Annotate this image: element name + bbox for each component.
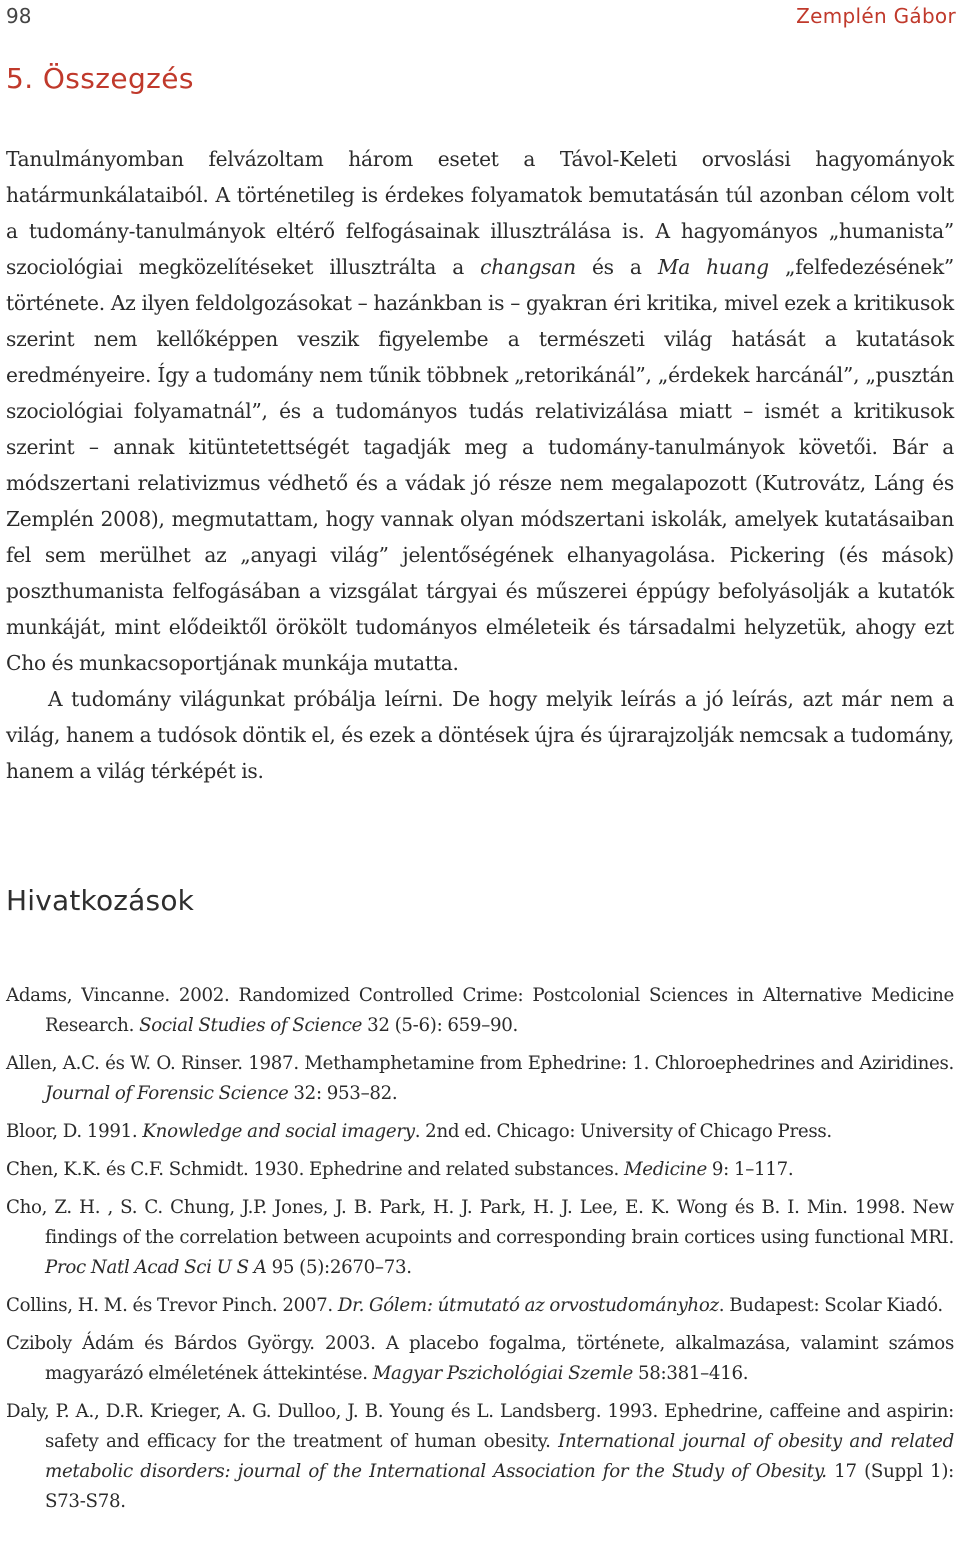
reference-italic: Proc Natl Acad Sci U S A xyxy=(45,1257,267,1278)
reference-text: Daly, P. A., D.R. Krieger, A. G. Dulloo, J. B. Young és L. Landsberg. 1993. Ephedrine, caffeine and aspirin: safety and efficacy for the treatment of human obesity. xyxy=(6,1401,954,1452)
reference-text: Cziboly Ádám és Bárdos György. 2003. A placebo fogalma, története, alkalmazása, valamint számos magyarázó elméletének áttekintése. xyxy=(6,1333,954,1384)
reference-text: Chen, K.K. és C.F. Schmidt. 1930. Ephedrine and related substances. xyxy=(6,1159,624,1180)
reference-italic: Magyar Pszichológiai Szemle xyxy=(372,1363,633,1384)
reference-italic: Medicine xyxy=(623,1159,707,1180)
reference-italic: Knowledge and social imagery xyxy=(142,1121,415,1142)
reference-text: 32 (5-6): 659–90. xyxy=(362,1015,519,1036)
reference-item xyxy=(6,1117,954,1147)
section-title: 5. Összegzés xyxy=(6,62,194,95)
reference-text: Allen, A.C. és W. O. Rinser. 1987. Methamphetamine from Ephedrine: 1. Chloroephedrines and Aziridines. xyxy=(6,1053,954,1074)
reference-text: Collins, H. M. és Trevor Pinch. 2007. xyxy=(6,1295,338,1316)
reference-italic: Dr. Gólem: útmutató az orvostudományhoz xyxy=(337,1295,719,1316)
reference-text: . 2nd ed. Chicago: University of Chicago Press. xyxy=(414,1121,832,1142)
running-header xyxy=(6,2,956,32)
reference-text: 17 (Suppl 1): S73-S78. xyxy=(45,1461,955,1512)
reference-item xyxy=(6,1049,954,1109)
reference-italic: International journal of obesity and related metabolic disorders: journal of the International Association for the Study of Obesity. xyxy=(45,1431,954,1482)
page-number: 98 xyxy=(6,4,32,28)
reference-item xyxy=(6,1397,954,1517)
reference-item xyxy=(6,1329,954,1389)
paragraph-1-italic-1: changsan xyxy=(480,255,576,279)
reference-item xyxy=(6,1193,954,1283)
reference-text: Adams, Vincanne. 2002. Randomized Controlled Crime: Postcolonial Sciences in Alternative Medicine Research. xyxy=(6,985,954,1036)
paragraph-1-part-2: és a xyxy=(575,255,658,279)
reference-item xyxy=(6,981,954,1041)
references-title: Hivatkozások xyxy=(6,884,195,917)
reference-text: 58:381–416. xyxy=(632,1363,749,1384)
paragraph-1-italic-2: Ma huang xyxy=(657,255,769,279)
body-text xyxy=(6,141,954,789)
reference-text: 95 (5):2670–73. xyxy=(266,1257,412,1278)
reference-text: . Budapest: Scolar Kiadó. xyxy=(718,1295,943,1316)
reference-list xyxy=(6,981,954,1525)
reference-item xyxy=(6,1291,954,1321)
paragraph-1-part-3: „felfedezésének” története. Az ilyen feldolgozásokat – hazánkban is – gyakran éri kritika, mivel ezek a kritikusok szerint nem kellőképpen veszik figyelembe a természeti világ hatását a kutatások eredményeire. Így a tudomány nem tűnik többnek „retorikánál”, „érdekek harcánál”, „pusztán szociológiai folyamatnál”, és a tudományos tudás relativizálása miatt – ismét a kritikusok szerint – annak kitüntetettségét tagadják meg a tudomány-tanulmányok követői. Bár a módszertani relativizmus védhető és a vádak jó része nem megalapozott (Kutrovátz, Láng és Zemplén 2008), megmutattam, hogy vannak olyan módszertani iskolák, amelyek kutatásaiban fel sem merülhet az „anyagi világ” jelentőségének elhanyagolása. Pickering (és mások) poszthumanista felfogásában a vizsgálat tárgyai és műszerei éppúgy befolyásolják a kutatók munkáját, mint elődeiktől örökölt tudományos elméleteik és társadalmi helyzetük, ahogy ezt Cho és munkacsoportjának munkája mutatta. xyxy=(6,255,954,675)
reference-italic: Journal of Forensic Science xyxy=(45,1083,289,1104)
paragraph-1-part-1: Tanulmányomban felvázoltam három esetet a Távol-Keleti orvoslási hagyományok határmunkálataiból. A történetileg is érdekes folyamatok bemutatásán túl azonban célom volt a tudomány-tanulmányok eltérő felfogásainak illusztrálása is. A hagyományos „humanista” szociológiai megközelítéseket illusztrálta a xyxy=(6,147,954,279)
reference-text: Bloor, D. 1991. xyxy=(6,1121,143,1142)
reference-text: 9: 1–117. xyxy=(706,1159,794,1180)
reference-item xyxy=(6,1155,954,1185)
paragraph-1 xyxy=(6,141,954,681)
reference-text: Cho, Z. H. , S. C. Chung, J.P. Jones, J. B. Park, H. J. Park, H. J. Lee, E. K. Wong és B. I. Min. 1998. New findings of the correlation between acupoints and corresponding brain cortices using functional MRI. xyxy=(6,1197,954,1248)
running-author: Zemplén Gábor xyxy=(796,4,956,28)
reference-text: 32: 953–82. xyxy=(288,1083,398,1104)
reference-italic: Social Studies of Science xyxy=(139,1015,363,1036)
paragraph-2: A tudomány világunkat próbálja leírni. De hogy melyik leírás a jó leírás, azt már nem a világ, hanem a tudósok döntik el, és ezek a döntések újra és újrarajzolják nemcsak a tudomány, hanem a világ térképét is. xyxy=(6,687,954,783)
